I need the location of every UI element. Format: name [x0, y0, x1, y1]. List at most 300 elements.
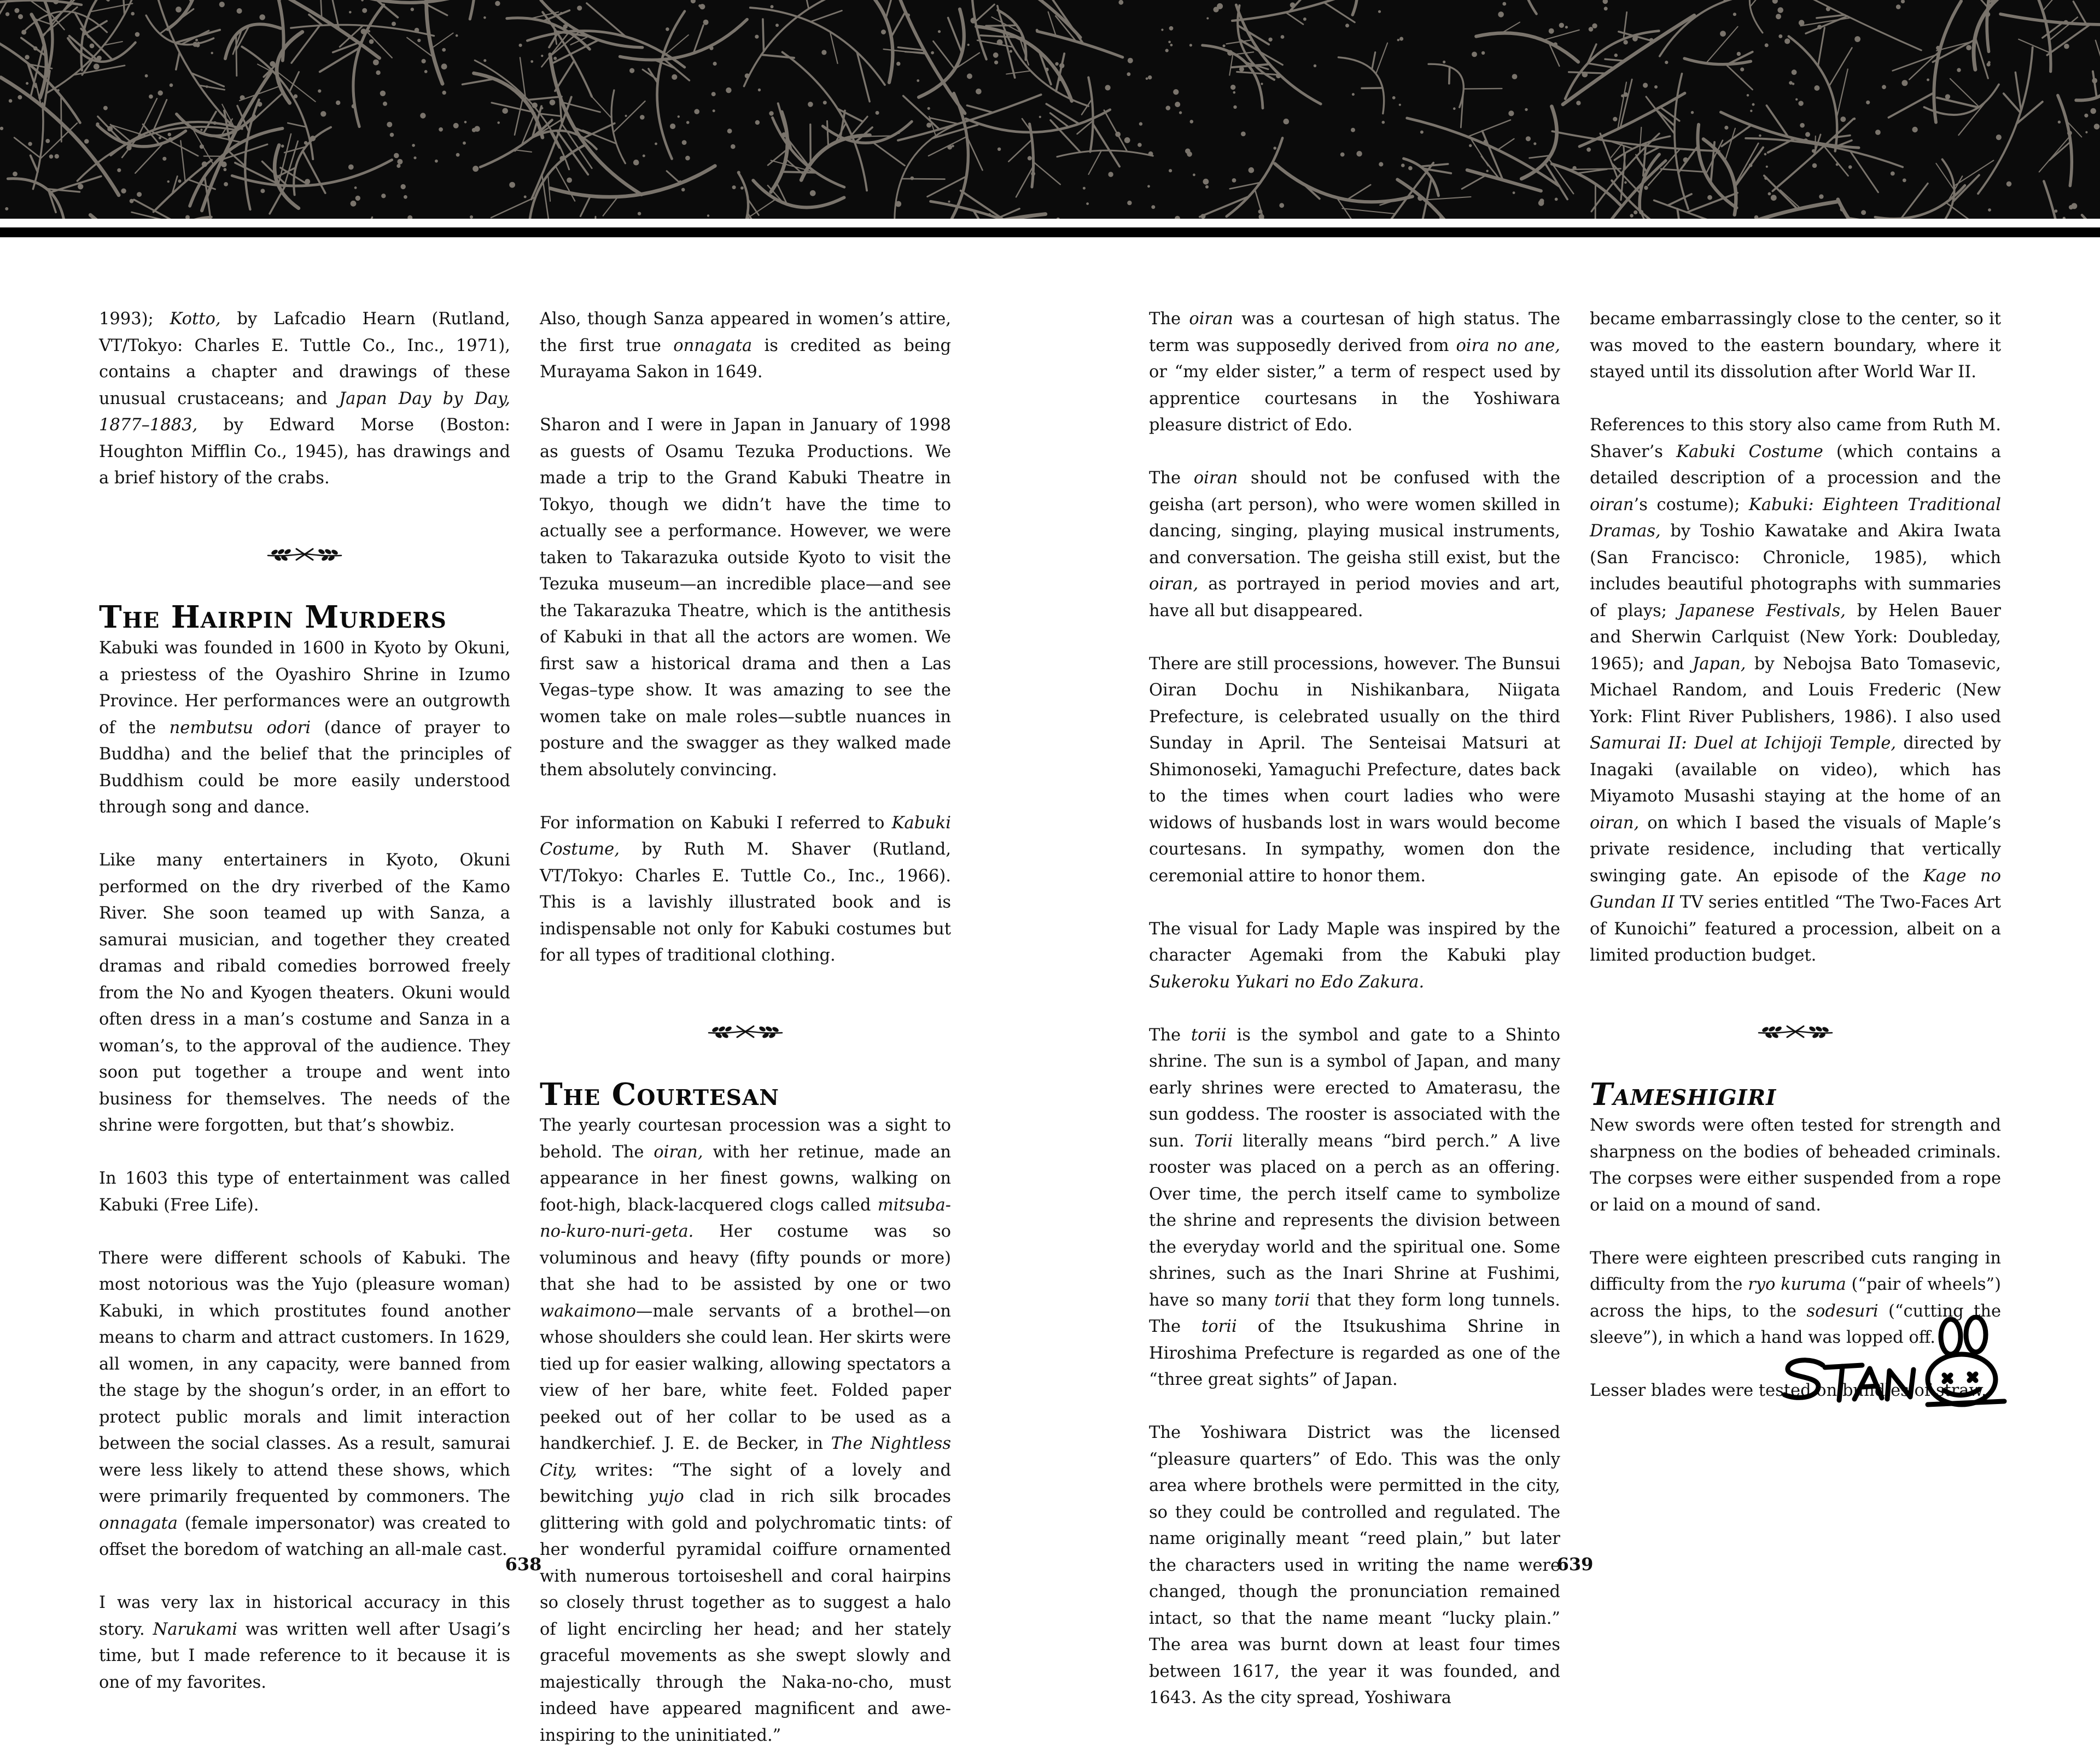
vine-bud	[33, 46, 38, 51]
left-page-column-2	[540, 306, 951, 1749]
vine-bud	[90, 44, 95, 49]
vine-bud	[1378, 10, 1381, 13]
vine-bud	[472, 166, 479, 172]
vine-bud	[1901, 0, 1905, 3]
vine-bud	[1621, 94, 1624, 97]
vine-bud	[206, 85, 208, 88]
paragraph: Lesser blades were tested on bundles of straw.	[1590, 1378, 2001, 1405]
vine-twig	[1953, 175, 1979, 202]
vine-bud	[691, 0, 696, 3]
vine-bud	[1749, 163, 1753, 167]
vine-bud	[1173, 89, 1179, 95]
vine-bud	[1589, 27, 1594, 32]
vine-twig	[1342, 208, 1395, 214]
vine-bud	[1772, 0, 1778, 4]
vine-bud	[655, 143, 657, 145]
vine-bud	[1086, 202, 1089, 205]
vine-twig	[1462, 176, 1486, 189]
banner-divider-white	[0, 219, 2100, 227]
vine-bud	[1273, 147, 1276, 150]
vine-branch	[1974, 0, 2010, 69]
vine-branch	[1772, 119, 1853, 191]
vine-twig	[1726, 65, 1753, 90]
vine-bud	[1861, 210, 1866, 215]
vine-bud	[2084, 114, 2088, 118]
vine-bud	[1139, 122, 1142, 125]
vine-bud	[1752, 103, 1755, 106]
vine-branch	[783, 52, 867, 190]
vine-twig	[278, 134, 291, 185]
vine-bud	[195, 39, 198, 42]
vine-bud	[907, 14, 910, 17]
vine-twig	[886, 0, 894, 19]
vine-bud	[1604, 7, 1608, 10]
vine-twig	[934, 41, 955, 69]
vine-bud	[1108, 172, 1113, 177]
vine-bud	[1039, 116, 1041, 118]
vine-bud	[412, 144, 415, 147]
vine-bud	[1484, 139, 1488, 144]
vine-bud	[1624, 182, 1627, 184]
vine-bud	[1146, 78, 1148, 80]
vine-twig	[2015, 72, 2021, 110]
vine-bud	[1565, 26, 1568, 28]
vine-bud	[2055, 209, 2058, 213]
vine-bud	[415, 28, 419, 33]
vine-bud	[1201, 214, 1206, 219]
vine-twig	[1725, 128, 1735, 161]
vine-bud	[1443, 61, 1445, 63]
vine-twig	[827, 121, 829, 147]
vine-twig	[431, 33, 453, 48]
vine-twig	[1780, 190, 1800, 209]
vine-bud	[126, 145, 132, 151]
vine-bud	[137, 192, 142, 197]
vine-bud	[1539, 198, 1544, 203]
vine-twig	[986, 25, 1017, 26]
vine-bud	[25, 55, 29, 59]
vine-bud	[1582, 72, 1588, 78]
vine-bud	[464, 121, 467, 124]
vine-bud	[1996, 134, 2002, 140]
vine-bud	[270, 61, 275, 67]
vine-bud	[1241, 132, 1246, 137]
vine-bud	[514, 149, 517, 152]
vine-bud	[1258, 209, 1263, 214]
vine-bud	[211, 52, 213, 54]
vine-bud	[1576, 101, 1580, 105]
vine-bud	[1147, 185, 1150, 188]
vine-twig	[235, 163, 278, 184]
vine-bud	[1533, 142, 1536, 145]
vine-bud	[2058, 121, 2061, 124]
vine-branch	[2082, 215, 2100, 219]
vine-bud	[758, 89, 761, 91]
vine-bud	[305, 179, 310, 184]
vine-bud	[532, 103, 538, 108]
vine-bud	[1771, 195, 1777, 201]
paragraph: Like many entertainers in Kyoto, Okuni performed on the dry riverbed of the Kamo River. She soon teamed up with Sanza, a samurai musician, and together they created dramas and ribald comedies borrowed freely from the No and Kyogen theaters. Okuni would often dress in a man’s costume and Sanza in a woman’s, to the approval of the audience. They soon put together a troupe and went into business for themselves. The needs of the shrine were forgotten, but that’s showbiz.	[99, 847, 510, 1139]
vine-bud	[1420, 131, 1424, 134]
vine-twig	[1648, 149, 1680, 185]
vine-bud	[1634, 210, 1637, 214]
vine-twig	[2004, 93, 2021, 113]
vine-bud	[1603, 0, 1608, 4]
vine-twig	[1229, 54, 1233, 75]
vine-twig	[463, 79, 494, 84]
vine-bud	[1512, 74, 1518, 79]
vine-branch	[966, 110, 1110, 132]
vine-bud	[176, 7, 182, 13]
vine-bud	[640, 115, 645, 120]
vine-twig	[1372, 52, 1375, 69]
vine-bud	[1945, 94, 1950, 99]
vine-bud	[49, 155, 54, 159]
vine-bud	[727, 128, 732, 133]
vine-bud	[1765, 43, 1769, 47]
vine-bud	[1418, 195, 1423, 201]
vine-bud	[1691, 111, 1694, 114]
vine-branch	[1520, 0, 1541, 14]
vine-bud	[224, 182, 228, 186]
vine-twig	[804, 0, 808, 9]
vine-bud	[1896, 4, 1901, 9]
vine-twig	[1750, 0, 1775, 7]
vine-bud	[178, 179, 182, 183]
paragraph: The torii is the symbol and gate to a Shinto shrine. The sun is a symbol of Japan, and many early shrines were erected to Amaterasu, the sun goddess. The rooster is associated with the sun. Torii literally means “bird perch.” A live rooster was placed on a perch as an offering. Over time, the perch itself came to symbolize the shrine and represents the division between the everyday world and the spiritual one. Some shrines, such as the Inari Shrine at Fushimi, have so many torii that they form long tunnels. The torii of the Itsukushima Shrine in Hiroshima Prefecture is regarded as one of the “three great sights” of Japan.	[1149, 1022, 1560, 1394]
vine-bud	[318, 89, 321, 92]
vine-bud	[1988, 208, 1991, 212]
vine-bud	[1399, 104, 1401, 106]
vine-bud	[1764, 177, 1768, 180]
section-title-courtesan: The Courtesan	[540, 1077, 951, 1113]
vine-bud	[130, 199, 134, 203]
vine-bud	[1036, 29, 1039, 32]
vine-twig	[891, 11, 906, 37]
vine-bud	[1261, 83, 1263, 85]
vine-bud	[1055, 62, 1058, 66]
vine-twig	[967, 106, 993, 113]
vine-bud	[1279, 203, 1284, 208]
vine-bud	[1175, 102, 1180, 107]
vine-bud	[310, 136, 316, 141]
vine-branch	[1275, 163, 1413, 202]
paragraph: became embarrassingly close to the center, so it was moved to the eastern boundary, where it stayed until its dissolution after World War II.	[1590, 306, 2001, 386]
vine-bud	[355, 196, 360, 201]
paragraph: The Yoshiwara District was the licensed “pleasure quarters” of Edo. This was the only area where brothels were permitted in the city, so they could be controlled and regulated. The name originally meant “reed plain,” but later the characters used in writing the name were changed, though the pronunciation remained intact, so that the name meant “lucky plain.” The area was burnt down at least four times between 1617, the year it was founded, and 1643. As the city spread, Yoshiwara	[1149, 1420, 1560, 1712]
vine-bud	[1747, 94, 1749, 97]
vine-bud	[158, 90, 163, 95]
vine-bud	[1128, 58, 1133, 63]
vine-bud	[1340, 153, 1345, 157]
vine-bud	[971, 17, 977, 24]
vine-bud	[643, 155, 645, 157]
vine-bud	[509, 182, 515, 188]
vine-bud	[1812, 149, 1816, 153]
fleuron-icon	[540, 996, 951, 1067]
vine-twig	[491, 197, 535, 218]
vine-bud	[442, 48, 446, 52]
vine-bud	[553, 57, 557, 60]
vine-bud	[1401, 163, 1405, 167]
vine-bud	[1966, 45, 1971, 50]
vine-bud	[441, 63, 447, 69]
vine-twig	[291, 25, 320, 63]
vine-bud	[1740, 67, 1744, 71]
vine-bud	[1632, 36, 1638, 42]
paragraph: There were different schools of Kabuki. The most notorious was the Yujo (pleasure woman) Kabuki, in which prostitutes found another means to charm and attract customers. In 1629, all women, in any capacity, were banned from the stage by the shogun’s order, in an effort to protect public morals and limit interaction between the social classes. As a result, samurai were less likely to attend these shows, which were primarily frequented by commoners. The onnagata (female impersonator) was created to offset the boredom of watching an all-male cast.	[99, 1245, 510, 1564]
vine-twig	[603, 197, 618, 216]
vine-bud	[807, 164, 809, 166]
vine-bud	[1059, 63, 1064, 68]
vine-bud	[1486, 170, 1489, 172]
vine-bud	[218, 135, 220, 137]
vine-bud	[55, 154, 59, 159]
vine-bud	[1189, 44, 1192, 46]
vine-bud	[422, 59, 426, 63]
vine-bud	[682, 140, 687, 145]
vine-bud	[107, 126, 113, 132]
vine-bud	[135, 32, 140, 37]
vine-bud	[202, 161, 207, 167]
vine-bud	[1882, 85, 1886, 89]
vine-bud	[1759, 134, 1761, 137]
vine-bud	[200, 128, 202, 131]
vine-bud	[1481, 51, 1485, 55]
vine-branch	[2032, 0, 2051, 72]
vine-twig	[61, 96, 62, 142]
vine-bud	[666, 27, 669, 31]
vine-bud	[559, 156, 565, 161]
vine-twig	[14, 138, 40, 158]
vine-branch	[1476, 33, 1578, 62]
vine-bud	[917, 79, 919, 82]
vine-bud	[1853, 118, 1856, 120]
vine-bud	[281, 144, 284, 148]
vine-bud	[713, 62, 717, 66]
vine-bud	[1784, 38, 1790, 44]
vine-bud	[411, 8, 414, 11]
vine-twig	[528, 97, 562, 100]
vine-bud	[895, 201, 901, 207]
vine-bud	[993, 52, 999, 58]
vine-bud	[1643, 83, 1648, 87]
vine-branch	[2058, 95, 2072, 185]
vine-bud	[1223, 44, 1226, 47]
vine-bud	[1624, 92, 1628, 97]
vine-bud	[519, 44, 522, 47]
bibliography-paragraph: 1993); Kotto, by Lafcadio Hearn (Rutland, VT/Tokyo: Charles E. Tuttle Co., Inc., 1971), contains a chapter and drawings of these unusual crustaceans; and Japan Day by Day, 1877–1883, by Edward Morse (Boston: Houghton Mifflin Co., 1945), has drawings and a brief history of the crabs.	[99, 306, 510, 492]
vine-bud	[1649, 38, 1653, 42]
vine-branch	[1612, 180, 1720, 219]
vine-branch	[895, 121, 965, 218]
vine-bud	[413, 156, 416, 159]
vine-bud	[530, 60, 533, 63]
vine-twig	[1376, 43, 1387, 74]
vine-bud	[1502, 2, 1506, 6]
vine-bud	[685, 156, 690, 161]
vine-bud	[1733, 13, 1736, 16]
vine-twig	[1588, 63, 1613, 68]
vine-bud	[808, 102, 813, 107]
vine-twig	[1829, 48, 1852, 86]
vine-bud	[1227, 50, 1233, 56]
vine-branch	[33, 103, 43, 189]
vine-bud	[1559, 23, 1564, 28]
vine-bud	[1151, 205, 1155, 209]
vine-bud	[424, 70, 428, 73]
vine-branch	[753, 180, 844, 208]
vine-bud	[1508, 110, 1514, 116]
vine-bud	[1553, 42, 1558, 46]
vine-bud	[1814, 85, 1819, 91]
vine-bud	[453, 123, 459, 128]
vine-bud	[938, 30, 941, 33]
vine-bud	[629, 68, 634, 73]
vine-bud	[1498, 11, 1504, 17]
vine-twig	[514, 150, 532, 152]
vine-bud	[103, 106, 108, 110]
vine-bud	[1284, 119, 1290, 125]
vine-bud	[1792, 69, 1797, 75]
vine-bud	[1059, 78, 1062, 81]
vine-bud	[567, 178, 572, 183]
vine-bud	[14, 8, 19, 13]
vine-bud	[294, 94, 298, 98]
vine-bud	[1118, 0, 1123, 5]
vine-bud	[1613, 117, 1617, 121]
vine-bud	[84, 139, 89, 144]
vine-bud	[926, 122, 931, 127]
vine-bud	[530, 17, 533, 20]
vine-bud	[1854, 36, 1860, 42]
vine-bud	[1408, 166, 1413, 171]
vine-bud	[769, 111, 773, 115]
vine-bud	[1792, 83, 1795, 85]
vine-bud	[672, 74, 677, 80]
vine-bud	[240, 95, 245, 100]
vine-bud	[1290, 2, 1296, 8]
vine-bud	[1936, 46, 1940, 50]
vine-bud	[1397, 39, 1399, 41]
vine-bud	[2090, 108, 2096, 114]
vine-branch	[744, 0, 835, 86]
vine-twig	[1937, 98, 1979, 108]
vine-bud	[1010, 50, 1012, 52]
vine-branch	[1654, 200, 1711, 219]
vine-bud	[633, 160, 639, 166]
vine-bud	[1848, 165, 1852, 169]
vine-bud	[380, 91, 386, 96]
vine-bud	[259, 14, 265, 20]
vine-bud	[1233, 91, 1236, 94]
vine-bud	[1901, 80, 1908, 86]
vine-bud	[495, 1, 500, 6]
vine-bud	[159, 137, 161, 139]
vine-bud	[1205, 185, 1209, 189]
right-page-column-2	[1590, 306, 2001, 1405]
vine-bud	[53, 0, 59, 4]
vine-bud	[897, 132, 900, 134]
section-title-hairpin-murders: The Hairpin Murders	[99, 599, 510, 635]
vine-twig	[1668, 194, 1691, 206]
vine-bud	[1356, 151, 1362, 156]
vine-twig	[1735, 148, 1763, 187]
vine-bud	[550, 100, 556, 106]
vine-bud	[1891, 172, 1895, 176]
vine-twig	[1569, 72, 1606, 73]
vine-bud	[1866, 101, 1870, 104]
vine-bud	[9, 99, 13, 103]
vine-twig	[591, 95, 612, 118]
vine-bud	[1351, 128, 1355, 132]
vine-bud	[1217, 3, 1223, 9]
vine-bud	[707, 214, 709, 217]
vine-bud	[149, 95, 153, 99]
vine-twig	[930, 118, 959, 124]
right-page-column-1	[1149, 306, 1560, 1712]
vine-bud	[117, 168, 121, 172]
vine-bud	[1720, 31, 1726, 37]
vine-bud	[1382, 121, 1385, 124]
vine-bud	[2006, 182, 2012, 187]
vine-bud	[679, 180, 681, 183]
vine-bud	[755, 120, 760, 125]
vine-twig	[236, 35, 237, 76]
vine-bud	[1206, 17, 1209, 20]
vine-twig	[1661, 169, 1705, 172]
vine-bud	[352, 104, 356, 108]
vine-twig	[1624, 12, 1627, 39]
vine-twig	[1889, 93, 1934, 118]
vine-bud	[196, 43, 200, 47]
vine-bud	[439, 127, 443, 132]
vine-bud	[1766, 166, 1768, 168]
vine-bud	[401, 184, 406, 189]
vine-bud	[2064, 44, 2069, 49]
vine-twig	[1605, 59, 1625, 61]
vine-bud	[97, 56, 102, 61]
vine-twig	[1449, 67, 1450, 84]
vine-bud	[1912, 127, 1917, 132]
vine-bud	[1525, 108, 1527, 111]
vine-bud	[0, 127, 3, 130]
vine-bud	[45, 139, 50, 143]
vine-twig	[176, 52, 179, 69]
vine-bud	[1987, 62, 1991, 66]
vine-bud	[1276, 73, 1281, 78]
vine-bud	[1193, 173, 1195, 176]
vine-bud	[1281, 35, 1285, 39]
vine-bud	[775, 24, 779, 27]
vine-twig	[1502, 22, 1520, 33]
vine-bud	[541, 107, 543, 109]
vine-bud	[1768, 192, 1771, 196]
vine-bud	[745, 73, 750, 78]
vine-bud	[463, 142, 466, 145]
vine-bud	[2067, 131, 2072, 136]
vine-bud	[1453, 107, 1456, 110]
vine-bud	[524, 196, 527, 198]
paragraph: Sharon and I were in Japan in January of 1998 as guests of Osamu Tezuka Productions. We made a trip to the Grand Kabuki Theatre in Tokyo, though we didn’t have the time to actually see a performance. However, we were taken to Takarazuka outside Kyoto to visit the Tezuka museum—an incredible place—and see the Takarazuka Theatre, which is the antithesis of Kabuki in that all the actors are women. We first saw a historical drama and then a Las Vegas–type show. It was amazing to see the women take on male roles—subtle nuances in posture and the swagger as they walked made them absolutely convincing.	[540, 412, 951, 783]
vine-twig	[1048, 12, 1056, 36]
vine-twig	[852, 136, 893, 137]
vine-bud	[1352, 93, 1355, 96]
vine-bud	[876, 111, 879, 115]
vine-twig	[1461, 86, 1463, 127]
vine-bud	[821, 50, 826, 55]
vine-bud	[1623, 40, 1628, 44]
